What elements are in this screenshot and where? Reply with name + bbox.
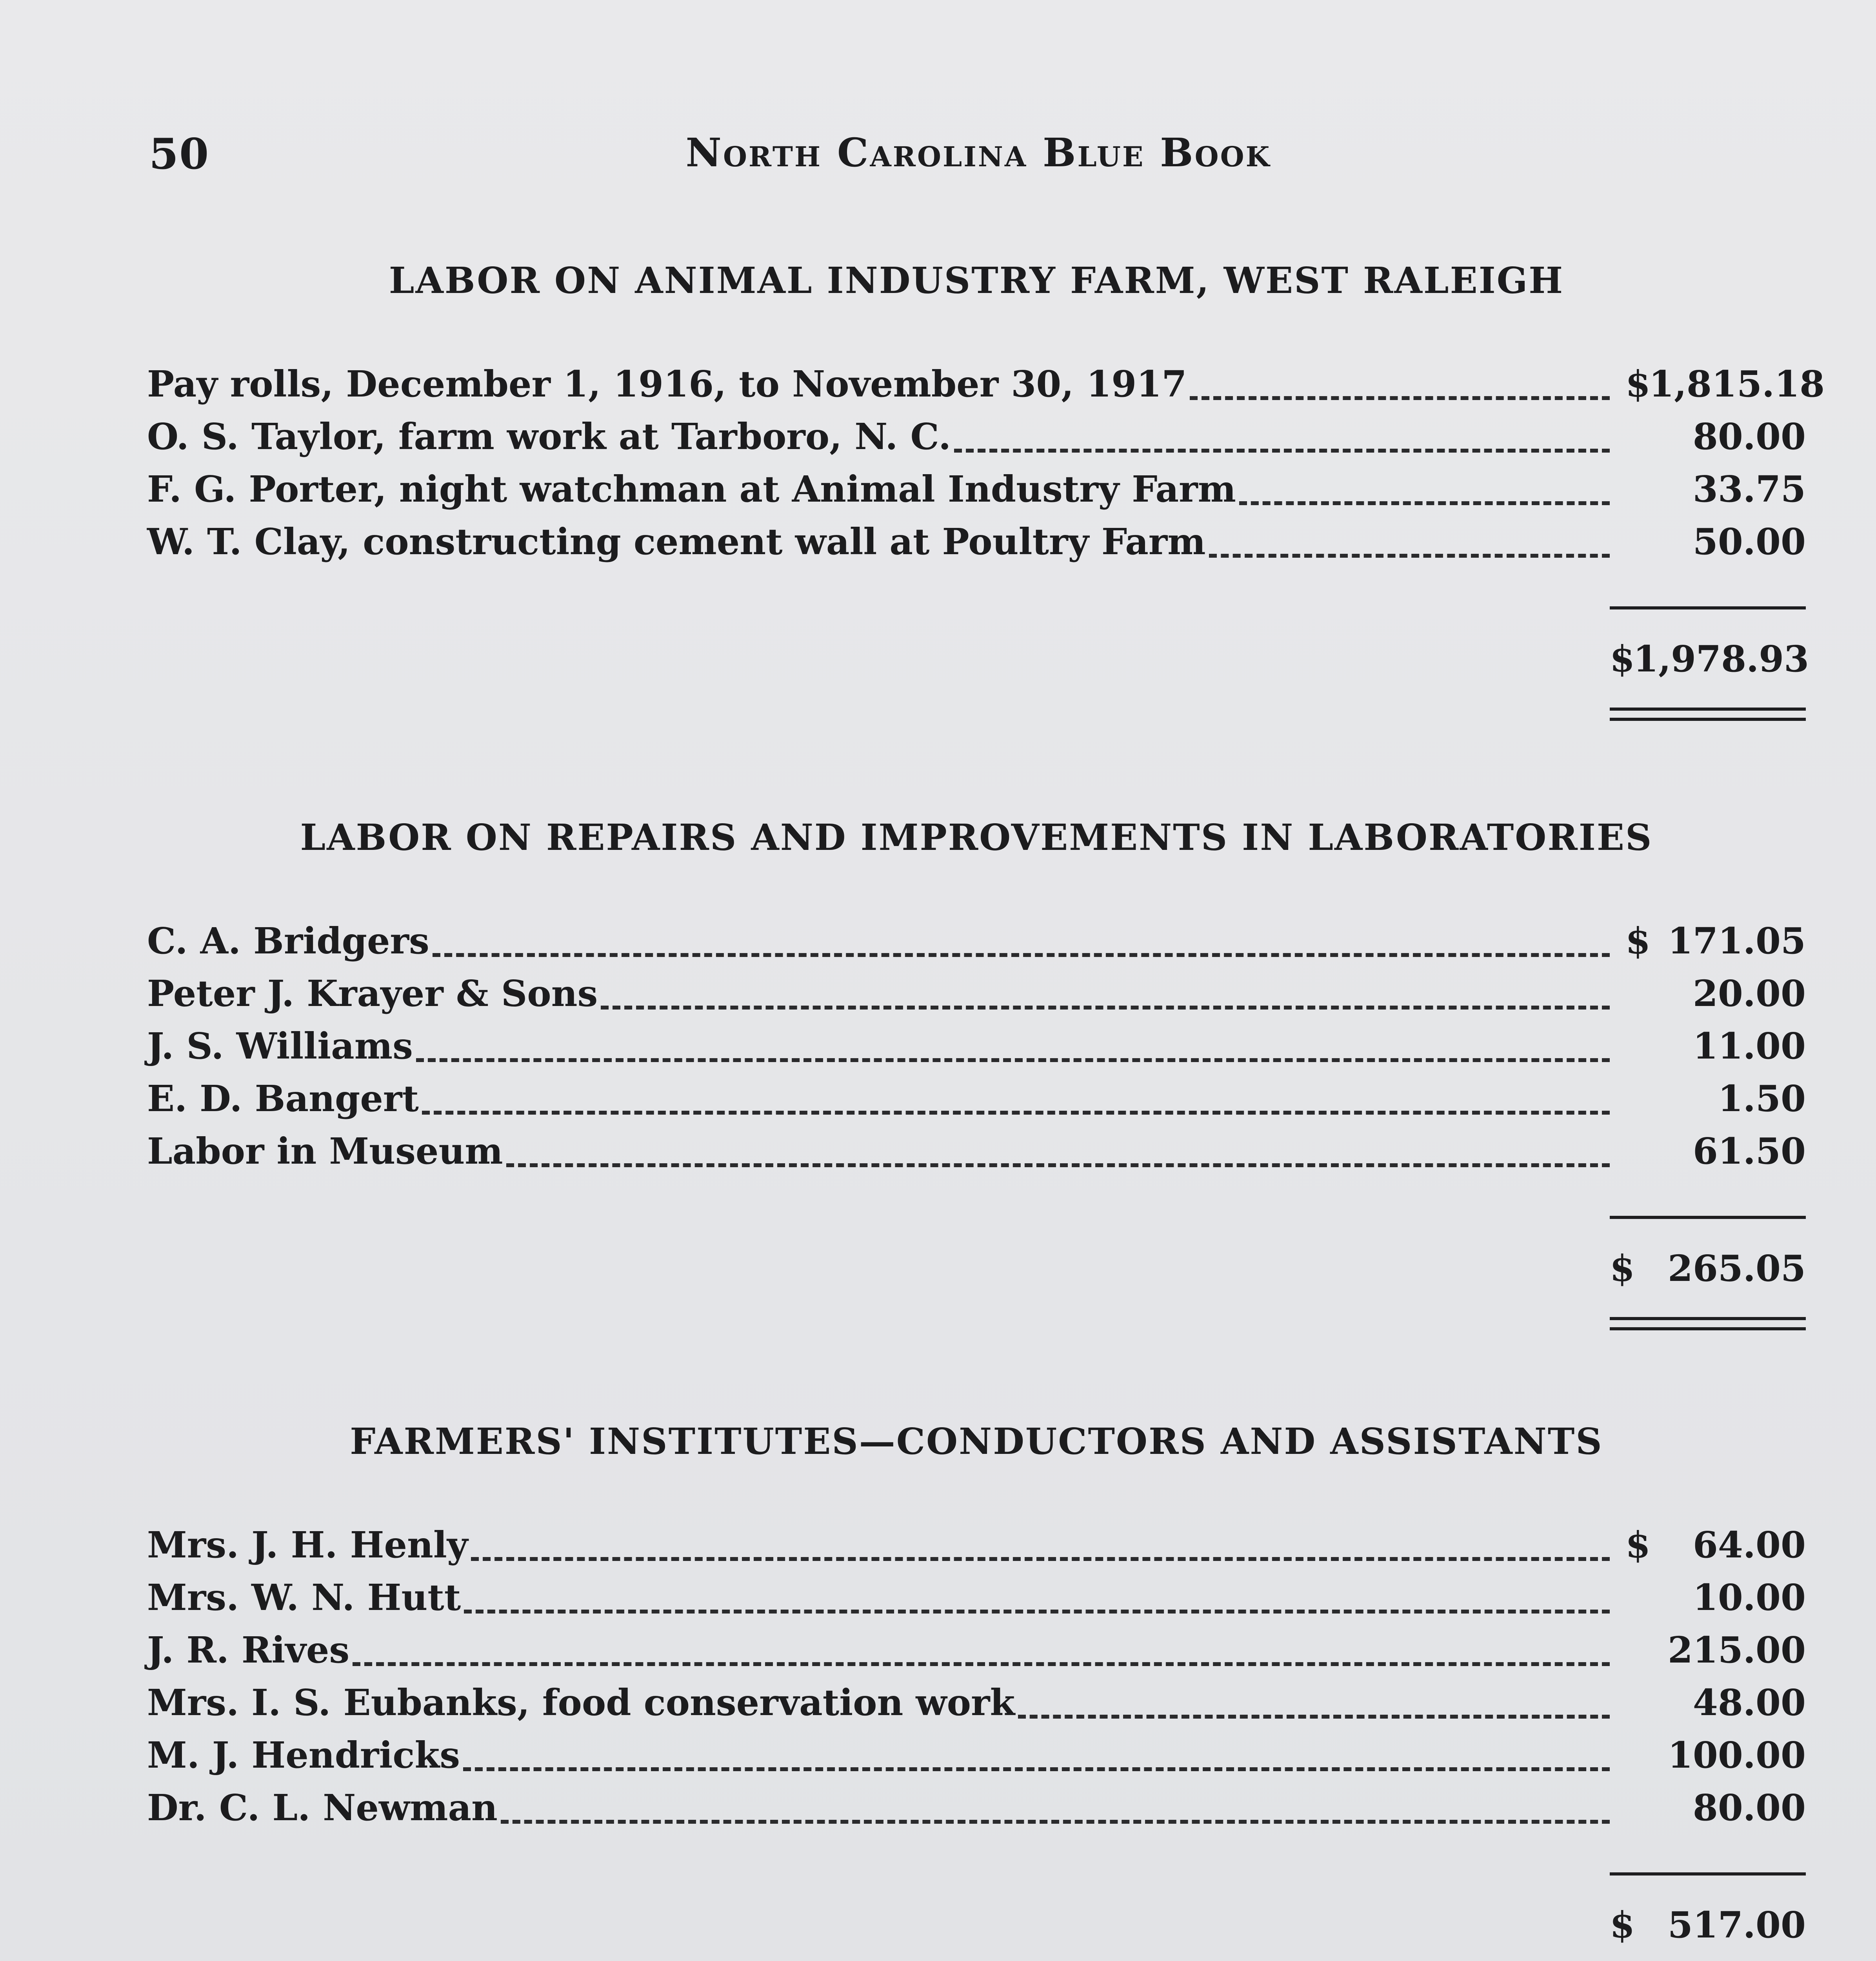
row-label: J. S. Williams [147, 1025, 413, 1067]
row-amount: 50.00 [1692, 520, 1806, 563]
section-title: FARMERS' INSTITUTES—CONDUCTORS AND ASSISTANTS [350, 1420, 1603, 1463]
dot-leader [1239, 501, 1610, 505]
ledger-row [147, 1619, 1806, 1672]
section-title: LABOR ON REPAIRS AND IMPROVEMENTS IN LABORATORIES [300, 816, 1653, 859]
section-title: LABOR ON ANIMAL INDUSTRY FARM, WEST RALEIGH [389, 259, 1564, 302]
ledger-row [147, 1015, 1806, 1068]
row-label: Labor in Museum [147, 1130, 503, 1172]
row-amount: 171.05 [1667, 920, 1806, 962]
section-total [147, 625, 1809, 680]
dot-leader [353, 1662, 1610, 1666]
section-repairs-laboratories [147, 816, 1806, 1330]
row-label: W. T. Clay, constructing cement wall at Poultry Farm [147, 520, 1206, 563]
row-amount: 100.00 [1667, 1734, 1806, 1776]
ledger-row [147, 458, 1806, 511]
row-amount: 215.00 [1667, 1629, 1806, 1671]
section-farmers-institutes [147, 1420, 1806, 1961]
row-amount: 64.00 [1692, 1524, 1806, 1566]
dot-leader [1209, 554, 1610, 558]
row-label: Pay rolls, December 1, 1916, to November 30, 1917 [147, 363, 1187, 405]
dot-leader [464, 1610, 1610, 1614]
page-number: 50 [149, 129, 210, 179]
subtotal-rule [1610, 606, 1806, 609]
dot-leader [416, 1058, 1610, 1062]
row-label: M. J. Hendricks [147, 1734, 460, 1776]
row-label: Peter J. Krayer & Sons [147, 972, 598, 1015]
total-double-rule [1610, 1317, 1806, 1330]
ledger-row [147, 1724, 1806, 1777]
total-amount: 1,978.93 [1633, 638, 1809, 680]
row-amount: 20.00 [1692, 972, 1806, 1015]
running-title: North Carolina Blue Book [685, 129, 1271, 176]
row-label: Dr. C. L. Newman [147, 1786, 498, 1829]
ledger-row [147, 406, 1806, 458]
section-animal-industry-farm [147, 259, 1825, 721]
dot-leader [501, 1820, 1610, 1824]
ledger-row [147, 1672, 1806, 1724]
row-label: Mrs. J. H. Henly [147, 1524, 468, 1566]
ledger-row [147, 1514, 1806, 1566]
total-amount: 265.05 [1667, 1247, 1806, 1290]
subtotal-rule [1610, 1216, 1806, 1219]
row-label: Mrs. I. S. Eubanks, food conservation work [147, 1681, 1015, 1724]
row-amount: 11.00 [1692, 1025, 1806, 1067]
section-total [147, 1235, 1806, 1290]
dollar-sign: $ [1625, 1524, 1651, 1566]
dot-leader [1018, 1715, 1610, 1719]
row-label: Mrs. W. N. Hutt [147, 1576, 461, 1619]
dollar-sign: $ [1625, 920, 1651, 962]
dot-leader [422, 1111, 1610, 1115]
ledger-row [147, 1566, 1806, 1619]
dot-leader [433, 953, 1610, 957]
ledger-row [147, 910, 1806, 962]
row-label: E. D. Bangert [147, 1077, 419, 1120]
dot-leader [601, 1006, 1610, 1010]
page-header [149, 129, 1808, 192]
ledger-row [147, 1120, 1806, 1173]
ledger-row [147, 353, 1825, 406]
dot-leader [954, 449, 1610, 453]
row-label: J. R. Rives [147, 1629, 350, 1671]
ledger-row [147, 962, 1806, 1015]
dot-leader [1190, 396, 1610, 400]
row-amount: 1.50 [1718, 1077, 1806, 1120]
row-amount: 1,815.18 [1649, 363, 1825, 405]
dot-leader [471, 1557, 1610, 1561]
dollar-sign: $ [1625, 363, 1651, 405]
total-double-rule [1610, 708, 1806, 721]
row-amount: 10.00 [1692, 1576, 1806, 1619]
row-amount: 80.00 [1692, 415, 1806, 458]
total-amount: 517.00 [1667, 1904, 1806, 1946]
row-label: F. G. Porter, night watchman at Animal Industry Farm [147, 468, 1236, 510]
row-amount: 80.00 [1692, 1786, 1806, 1829]
row-amount: 33.75 [1692, 468, 1806, 510]
row-label: O. S. Taylor, farm work at Tarboro, N. C. [147, 415, 951, 458]
section-total [147, 1891, 1806, 1946]
dollar-sign: $ [1610, 1247, 1635, 1290]
row-amount: 61.50 [1692, 1130, 1806, 1172]
dollar-sign: $ [1610, 1904, 1635, 1946]
ledger-row [147, 511, 1806, 563]
dot-leader [463, 1767, 1610, 1771]
ledger-row [147, 1068, 1806, 1120]
subtotal-rule [1610, 1872, 1806, 1876]
row-label: C. A. Bridgers [147, 920, 429, 962]
dot-leader [506, 1163, 1610, 1167]
dollar-sign: $ [1610, 638, 1635, 680]
ledger-row [147, 1777, 1806, 1829]
row-amount: 48.00 [1692, 1681, 1806, 1724]
